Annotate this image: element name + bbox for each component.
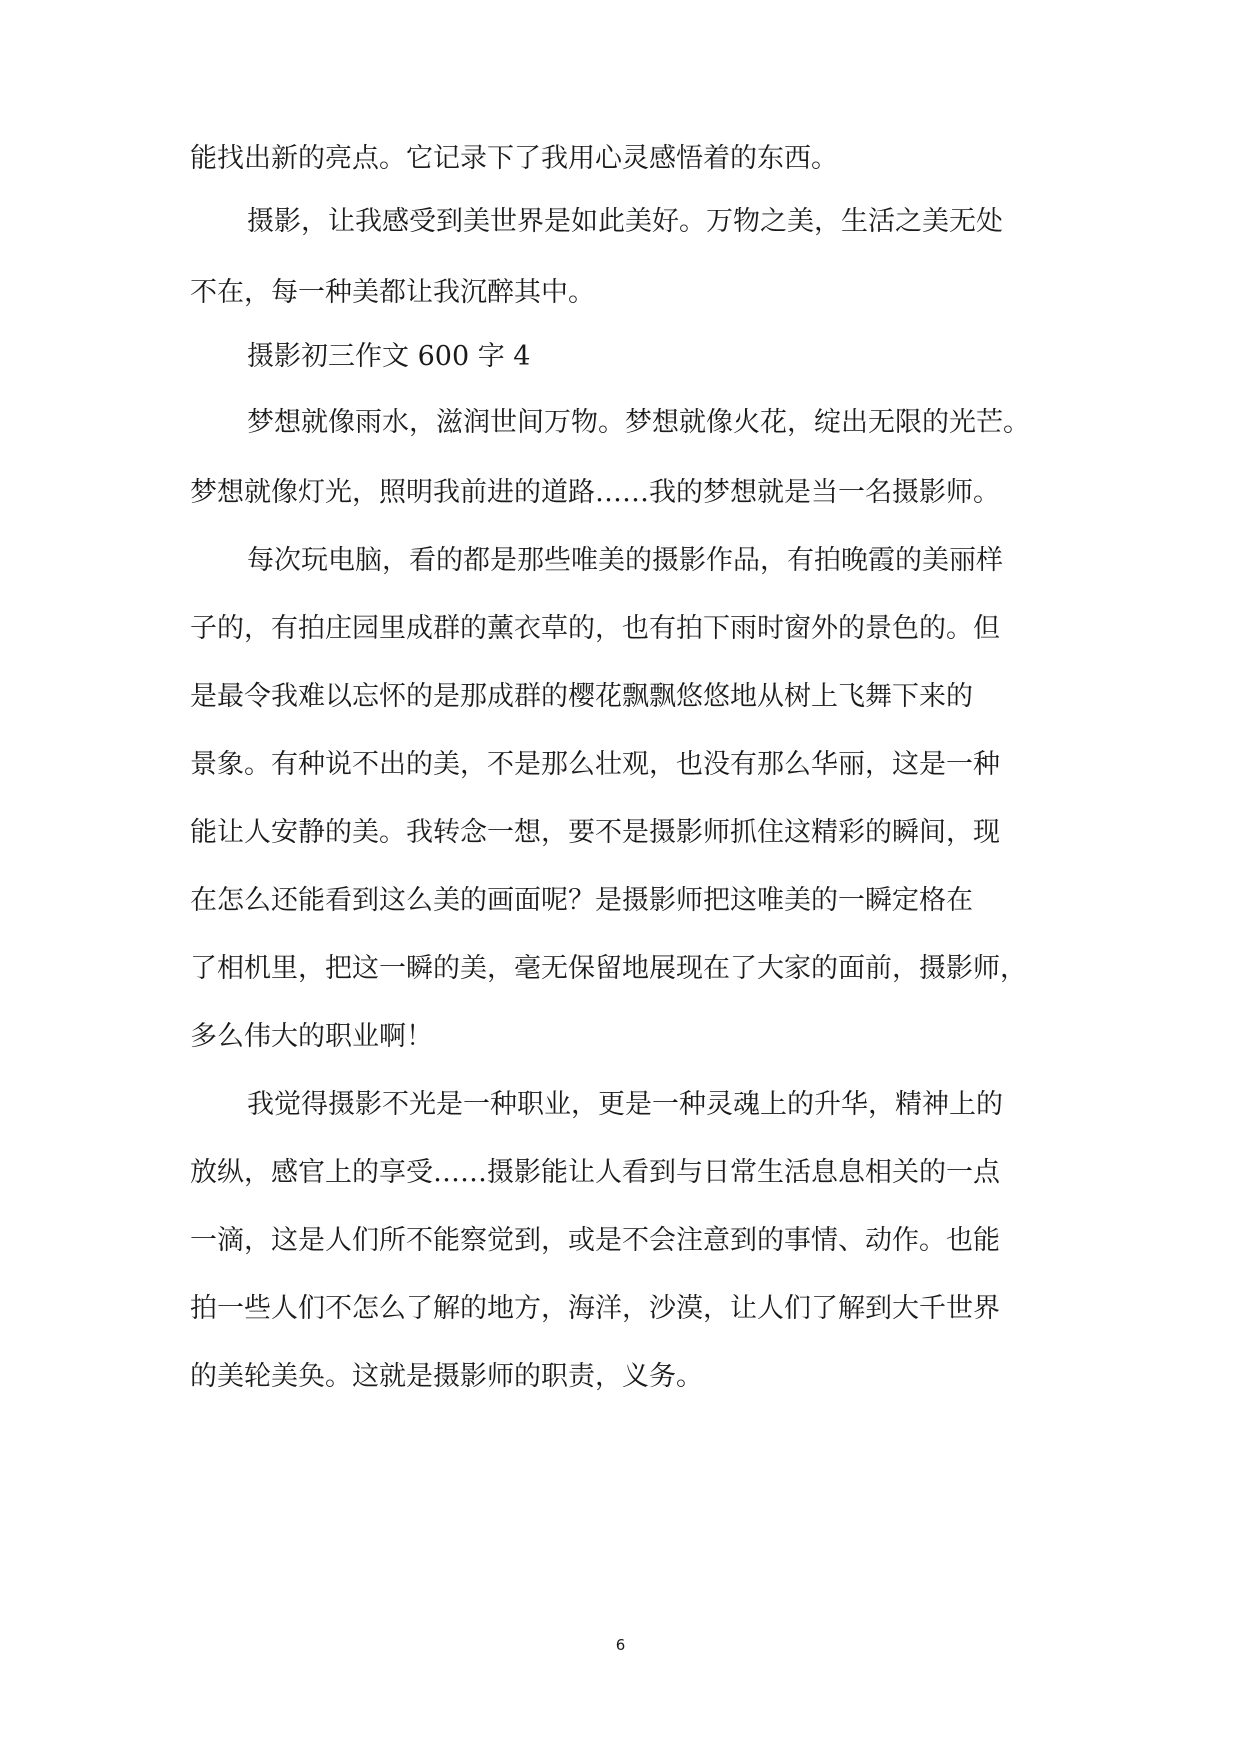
text-line: 景象。有种说不出的美，不是那么壮观，也没有那么华丽，这是一种: [190, 749, 1000, 780]
text-line: 能让人安静的美。我转念一想，要不是摄影师抓住这精彩的瞬间，现: [190, 817, 1000, 848]
page-number: 6: [615, 1636, 626, 1654]
paragraph-first-line: 梦想就像雨水，滋润世间万物。梦想就像火花，绽出无限的光芒。: [247, 407, 1030, 438]
paragraph-first-line: 每次玩电脑，看的都是那些唯美的摄影作品，有拍晚霞的美丽样: [247, 545, 1003, 576]
text-line: 一滴，这是人们所不能察觉到，或是不会注意到的事情、动作。也能: [190, 1225, 1000, 1256]
text-line: 拍一些人们不怎么了解的地方，海洋，沙漠，让人们了解到大千世界: [190, 1293, 1000, 1324]
paragraph-first-line: 我觉得摄影不光是一种职业，更是一种灵魂上的升华，精神上的: [247, 1089, 1003, 1120]
text-line: 能找出新的亮点。它记录下了我用心灵感悟着的东西。: [190, 143, 838, 174]
text-line: 不在，每一种美都让我沉醉其中。: [190, 277, 595, 308]
text-line: 多么伟大的职业啊！: [190, 1021, 433, 1052]
text-line: 在怎么还能看到这么美的画面呢？是摄影师把这唯美的一瞬定格在: [190, 885, 973, 916]
section-heading: 摄影初三作文 600 字 4: [247, 341, 531, 372]
text-line: 是最令我难以忘怀的是那成群的樱花飘飘悠悠地从树上飞舞下来的: [190, 681, 973, 712]
paragraph-first-line: 摄影，让我感受到美世界是如此美好。万物之美，生活之美无处: [247, 206, 1003, 237]
text-line: 梦想就像灯光，照明我前进的道路……我的梦想就是当一名摄影师。: [190, 477, 1000, 508]
text-line: 了相机里，把这一瞬的美，毫无保留地展现在了大家的面前，摄影师，: [190, 953, 1027, 984]
text-line: 子的，有拍庄园里成群的薰衣草的，也有拍下雨时窗外的景色的。但: [190, 613, 1000, 644]
text-line: 的美轮美奂。这就是摄影师的职责，义务。: [190, 1361, 703, 1392]
text-line: 放纵，感官上的享受……摄影能让人看到与日常生活息息相关的一点: [190, 1157, 1000, 1188]
